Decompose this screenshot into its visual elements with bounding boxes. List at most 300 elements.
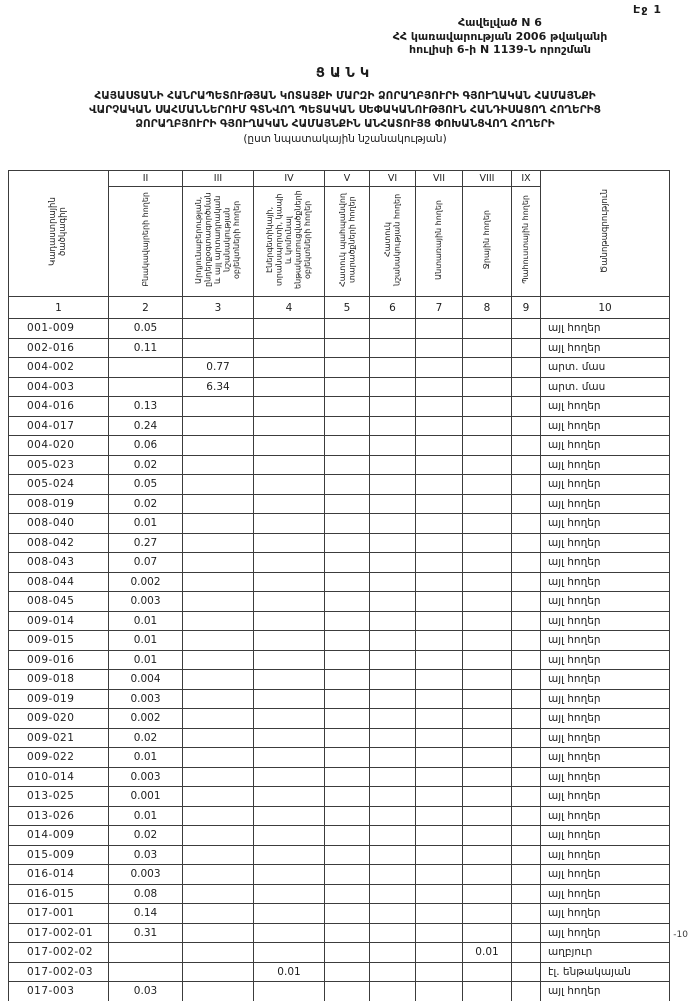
value-cell-col-6 (370, 494, 416, 514)
col-header-residential (109, 187, 183, 297)
value-cell-col-6 (370, 670, 416, 690)
table-row (9, 358, 670, 378)
col-header-energy (254, 187, 325, 297)
value-cell-col-4 (254, 397, 325, 417)
cadastral-code-cell: 004-003 (9, 377, 109, 397)
note-cell: այլ հողեր (541, 611, 670, 631)
cadastral-code-cell: 009-022 (9, 748, 109, 768)
value-cell-col-7 (416, 670, 463, 690)
value-cell-col-9 (512, 709, 541, 729)
value-cell-col-3 (183, 865, 254, 885)
value-cell-col-4 (254, 904, 325, 924)
table-row (9, 962, 670, 982)
value-cell-col-8 (463, 787, 512, 807)
table-row (9, 611, 670, 631)
table-row (9, 709, 670, 729)
value-cell-col-6 (370, 319, 416, 339)
cadastral-code-cell: 013-026 (9, 806, 109, 826)
value-cell-col-9 (512, 904, 541, 924)
value-cell-col-2: 0.01 (109, 650, 183, 670)
value-cell-col-2: 0.14 (109, 904, 183, 924)
cadastral-code-cell: 017-002-01 (9, 923, 109, 943)
value-cell-col-4 (254, 436, 325, 456)
col-header-reserve (512, 187, 541, 297)
note-cell: այլ հողեր (541, 494, 670, 514)
value-cell-col-8 (463, 553, 512, 573)
col-header-residential-label: Բնակավայրերի հողեր (140, 192, 150, 287)
value-cell-col-2: 0.01 (109, 806, 183, 826)
value-cell-col-3 (183, 904, 254, 924)
col-header-industrial (183, 187, 254, 297)
value-cell-col-5 (325, 611, 370, 631)
value-cell-col-5 (325, 455, 370, 475)
value-cell-col-3 (183, 650, 254, 670)
value-cell-col-7 (416, 904, 463, 924)
note-cell: այլ հողեր (541, 553, 670, 573)
note-cell: այլ հողեր (541, 806, 670, 826)
cadastral-code-cell: 009-019 (9, 689, 109, 709)
cadastral-code-cell: 013-025 (9, 787, 109, 807)
table-row (9, 631, 670, 651)
value-cell-col-9 (512, 826, 541, 846)
cadastral-code-cell: 001-009 (9, 319, 109, 339)
value-cell-col-2: 0.004 (109, 670, 183, 690)
value-cell-col-4 (254, 475, 325, 495)
value-cell-col-8 (463, 494, 512, 514)
value-cell-col-2: 0.27 (109, 533, 183, 553)
note-cell: այլ հողեր (541, 767, 670, 787)
value-cell-col-2: 0.02 (109, 728, 183, 748)
value-cell-col-8 (463, 611, 512, 631)
value-cell-col-7 (416, 748, 463, 768)
table-row (9, 533, 670, 553)
value-cell-col-6 (370, 689, 416, 709)
cadastral-code-cell: 009-020 (9, 709, 109, 729)
value-cell-col-4 (254, 982, 325, 1001)
value-cell-col-3 (183, 826, 254, 846)
value-cell-col-6 (370, 592, 416, 612)
cadastral-code-cell: 008-019 (9, 494, 109, 514)
value-cell-col-7 (416, 455, 463, 475)
value-cell-col-5 (325, 865, 370, 885)
value-cell-col-7 (416, 845, 463, 865)
cadastral-code-cell: 009-016 (9, 650, 109, 670)
value-cell-col-2: 0.003 (109, 689, 183, 709)
table-row (9, 436, 670, 456)
value-cell-col-4 (254, 572, 325, 592)
value-cell-col-7 (416, 572, 463, 592)
value-cell-col-6 (370, 514, 416, 534)
value-cell-col-6 (370, 865, 416, 885)
value-cell-col-2: 0.01 (109, 611, 183, 631)
note-cell: այլ հողեր (541, 689, 670, 709)
value-cell-col-5 (325, 592, 370, 612)
table-row (9, 923, 670, 943)
value-cell-col-4 (254, 631, 325, 651)
table-row (9, 455, 670, 475)
value-cell-col-2: 0.001 (109, 787, 183, 807)
value-cell-col-9 (512, 611, 541, 631)
value-cell-col-2: 0.03 (109, 845, 183, 865)
value-cell-col-4 (254, 611, 325, 631)
value-cell-col-9 (512, 553, 541, 573)
value-cell-col-7 (416, 826, 463, 846)
value-cell-col-8 (463, 982, 512, 1001)
value-cell-col-3: 6.34 (183, 377, 254, 397)
value-cell-col-8 (463, 923, 512, 943)
col-number-8: 8 (463, 297, 512, 319)
value-cell-col-7 (416, 553, 463, 573)
value-cell-col-7 (416, 962, 463, 982)
col-header-forest-label: Անտառային հողեր (434, 199, 444, 280)
value-cell-col-4 (254, 884, 325, 904)
value-cell-col-9 (512, 865, 541, 885)
cadastral-code-cell: 004-002 (9, 358, 109, 378)
value-cell-col-3 (183, 553, 254, 573)
col-header-protected (325, 187, 370, 297)
value-cell-col-3 (183, 338, 254, 358)
note-cell: այլ հողեր (541, 728, 670, 748)
value-cell-col-2: 0.002 (109, 572, 183, 592)
column-number-row (9, 297, 670, 319)
value-cell-col-2: 0.13 (109, 397, 183, 417)
table-row (9, 650, 670, 670)
value-cell-col-6 (370, 436, 416, 456)
value-cell-col-5 (325, 845, 370, 865)
value-cell-col-6 (370, 397, 416, 417)
table-row (9, 475, 670, 495)
value-cell-col-9 (512, 397, 541, 417)
cadastral-code-cell: 009-014 (9, 611, 109, 631)
value-cell-col-6 (370, 709, 416, 729)
value-cell-col-5 (325, 670, 370, 690)
note-cell: այլ հողեր (541, 572, 670, 592)
value-cell-col-3 (183, 884, 254, 904)
value-cell-col-3 (183, 436, 254, 456)
value-cell-col-6 (370, 572, 416, 592)
value-cell-col-4 (254, 455, 325, 475)
title-block (0, 66, 690, 145)
page-number: Էջ 1 (633, 3, 662, 16)
value-cell-col-7 (416, 397, 463, 417)
note-cell: այլ հողեր (541, 650, 670, 670)
note-cell: այլ հողեր (541, 416, 670, 436)
value-cell-col-2: 0.06 (109, 436, 183, 456)
value-cell-col-8 (463, 728, 512, 748)
value-cell-col-9 (512, 767, 541, 787)
value-cell-col-4 (254, 514, 325, 534)
value-cell-col-3 (183, 787, 254, 807)
table-row (9, 728, 670, 748)
note-cell: այլ հողեր (541, 787, 670, 807)
value-cell-col-4 (254, 670, 325, 690)
table-row (9, 572, 670, 592)
note-cell: այլ հողեր (541, 982, 670, 1001)
col-header-cadastral-code (9, 171, 109, 297)
value-cell-col-8 (463, 572, 512, 592)
roman-IX: IX (512, 171, 541, 187)
col-number-1: 1 (9, 297, 109, 319)
roman-V: V (325, 171, 370, 187)
value-cell-col-4 (254, 826, 325, 846)
value-cell-col-4 (254, 728, 325, 748)
value-cell-col-7 (416, 338, 463, 358)
cadastral-code-cell: 002-016 (9, 338, 109, 358)
value-cell-col-6 (370, 377, 416, 397)
value-cell-col-7 (416, 494, 463, 514)
value-cell-col-9 (512, 358, 541, 378)
col-number-3: 3 (183, 297, 254, 319)
table-row (9, 670, 670, 690)
value-cell-col-7 (416, 611, 463, 631)
value-cell-col-6 (370, 904, 416, 924)
value-cell-col-4 (254, 748, 325, 768)
value-cell-col-8 (463, 533, 512, 553)
value-cell-col-9 (512, 338, 541, 358)
value-cell-col-5 (325, 982, 370, 1001)
value-cell-col-8 (463, 884, 512, 904)
value-cell-col-8 (463, 514, 512, 534)
value-cell-col-2 (109, 943, 183, 963)
value-cell-col-4 (254, 865, 325, 885)
value-cell-col-8 (463, 592, 512, 612)
value-cell-col-6 (370, 650, 416, 670)
note-cell: աղբյուր (541, 943, 670, 963)
value-cell-col-5 (325, 436, 370, 456)
value-cell-col-2: 0.02 (109, 455, 183, 475)
value-cell-col-7 (416, 943, 463, 963)
value-cell-col-2: 0.003 (109, 592, 183, 612)
value-cell-col-5 (325, 689, 370, 709)
table-row (9, 884, 670, 904)
value-cell-col-6 (370, 728, 416, 748)
note-cell: այլ հողեր (541, 826, 670, 846)
value-cell-col-4 (254, 553, 325, 573)
value-cell-col-6 (370, 358, 416, 378)
value-cell-col-2: 0.003 (109, 767, 183, 787)
table-row (9, 553, 670, 573)
value-cell-col-9 (512, 962, 541, 982)
value-cell-col-2: 0.07 (109, 553, 183, 573)
table-row (9, 787, 670, 807)
cadastral-code-cell: 005-024 (9, 475, 109, 495)
col-header-forest (416, 187, 463, 297)
value-cell-col-6 (370, 553, 416, 573)
value-cell-col-5 (325, 943, 370, 963)
roman-III: III (183, 171, 254, 187)
note-cell: արտ. մաս (541, 377, 670, 397)
value-cell-col-8 (463, 709, 512, 729)
col-header-energy-label: Էներգետիկայի, տրանսպորտի, կապի և կոմունալ ենթակառուցվածքների օբյեկտների հողեր (265, 190, 313, 289)
value-cell-col-7 (416, 358, 463, 378)
cadastral-code-cell: 016-014 (9, 865, 109, 885)
value-cell-col-8 (463, 436, 512, 456)
value-cell-col-2: 0.02 (109, 494, 183, 514)
value-cell-col-5 (325, 709, 370, 729)
table-row (9, 806, 670, 826)
value-cell-col-3 (183, 397, 254, 417)
value-cell-col-5 (325, 884, 370, 904)
value-cell-col-5 (325, 494, 370, 514)
value-cell-col-6 (370, 943, 416, 963)
value-cell-col-3 (183, 709, 254, 729)
note-cell: այլ հողեր (541, 475, 670, 495)
col-header-special-label: Հատուկ նշանակության հողեր (383, 193, 402, 286)
value-cell-col-4 (254, 689, 325, 709)
value-cell-col-3 (183, 494, 254, 514)
note-cell: այլ հողեր (541, 923, 670, 943)
title-line-2: ՎԱՐՉԱԿԱՆ ՍԱՀՄԱՆՆԵՐՈՒՄ ԳՏՆՎՈՂ ՊԵՏԱԿԱՆ ՍԵՓԱԿԱՆՈՒԹՅՈՒՆ ՀԱՆԴԻՍԱՑՈՂ ՀՈՂԵՐԻՑ (89, 104, 601, 116)
value-cell-col-3 (183, 982, 254, 1001)
value-cell-col-9 (512, 884, 541, 904)
value-cell-col-3 (183, 319, 254, 339)
value-cell-col-7 (416, 377, 463, 397)
value-cell-col-9 (512, 319, 541, 339)
table-body (9, 319, 670, 1001)
value-cell-col-7 (416, 982, 463, 1001)
value-cell-col-8 (463, 358, 512, 378)
value-cell-col-5 (325, 904, 370, 924)
value-cell-col-6 (370, 787, 416, 807)
value-cell-col-7 (416, 923, 463, 943)
value-cell-col-5 (325, 806, 370, 826)
value-cell-col-3 (183, 631, 254, 651)
table-row (9, 943, 670, 963)
value-cell-col-2: 0.05 (109, 319, 183, 339)
cadastral-code-cell: 008-045 (9, 592, 109, 612)
value-cell-col-3 (183, 689, 254, 709)
table-row (9, 319, 670, 339)
cadastral-code-cell: 009-015 (9, 631, 109, 651)
col-header-water-label: Ջրային հողեր (482, 209, 492, 270)
value-cell-col-8 (463, 397, 512, 417)
value-cell-col-3 (183, 670, 254, 690)
table-row (9, 592, 670, 612)
value-cell-col-7 (416, 806, 463, 826)
value-cell-col-4 (254, 592, 325, 612)
value-cell-col-3 (183, 923, 254, 943)
value-cell-col-7 (416, 436, 463, 456)
cadastral-code-cell: 017-003 (9, 982, 109, 1001)
document-heading: ՑԱՆԿ (315, 66, 375, 81)
value-cell-col-9 (512, 631, 541, 651)
value-cell-col-7 (416, 416, 463, 436)
value-cell-col-2: 0.31 (109, 923, 183, 943)
value-cell-col-9 (512, 436, 541, 456)
value-cell-col-3 (183, 748, 254, 768)
note-cell: էլ. ենթակայան (541, 962, 670, 982)
value-cell-col-4 (254, 845, 325, 865)
value-cell-col-9 (512, 514, 541, 534)
note-cell: այլ հողեր (541, 514, 670, 534)
note-cell: այլ հողեր (541, 319, 670, 339)
col-header-notes (541, 171, 670, 297)
note-cell: այլ հողեր (541, 748, 670, 768)
value-cell-col-7 (416, 787, 463, 807)
value-cell-col-9 (512, 377, 541, 397)
value-cell-col-8 (463, 845, 512, 865)
value-cell-col-6 (370, 748, 416, 768)
cadastral-code-cell: 008-040 (9, 514, 109, 534)
value-cell-col-3: 0.77 (183, 358, 254, 378)
value-cell-col-7 (416, 319, 463, 339)
table-row (9, 865, 670, 885)
value-cell-col-8 (463, 689, 512, 709)
value-cell-col-3 (183, 611, 254, 631)
value-cell-col-9 (512, 494, 541, 514)
appendix-line-1: Հավելված N 6 (458, 16, 542, 29)
value-cell-col-8 (463, 670, 512, 690)
cadastral-code-cell: 004-020 (9, 436, 109, 456)
value-cell-col-6 (370, 982, 416, 1001)
note-cell: այլ հողեր (541, 455, 670, 475)
value-cell-col-9 (512, 650, 541, 670)
col-header-special (370, 187, 416, 297)
value-cell-col-9 (512, 592, 541, 612)
value-cell-col-6 (370, 455, 416, 475)
col-header-protected-label: Հատուկ պահպանվող տարածքների հողեր (337, 192, 356, 287)
value-cell-col-6 (370, 806, 416, 826)
value-cell-col-8 (463, 806, 512, 826)
cadastral-code-cell: 008-042 (9, 533, 109, 553)
roman-numeral-row (9, 171, 670, 187)
value-cell-col-4 (254, 767, 325, 787)
value-cell-col-2: 0.01 (109, 631, 183, 651)
col-number-2: 2 (109, 297, 183, 319)
note-cell: այլ հողեր (541, 670, 670, 690)
value-cell-col-2: 0.03 (109, 982, 183, 1001)
value-cell-col-2: 0.02 (109, 826, 183, 846)
value-cell-col-4 (254, 377, 325, 397)
note-cell: այլ հողեր (541, 533, 670, 553)
note-cell: այլ հողեր (541, 436, 670, 456)
value-cell-col-8 (463, 748, 512, 768)
value-cell-col-5 (325, 572, 370, 592)
land-table (8, 170, 670, 1001)
value-cell-col-5 (325, 923, 370, 943)
value-cell-col-9 (512, 982, 541, 1001)
table-row (9, 416, 670, 436)
value-cell-col-9 (512, 923, 541, 943)
value-cell-col-5 (325, 416, 370, 436)
note-cell: այլ հողեր (541, 865, 670, 885)
value-cell-col-5 (325, 728, 370, 748)
col-number-7: 7 (416, 297, 463, 319)
value-cell-col-8 (463, 767, 512, 787)
value-cell-col-5 (325, 767, 370, 787)
value-cell-col-9 (512, 787, 541, 807)
value-cell-col-4 (254, 319, 325, 339)
value-cell-col-8 (463, 904, 512, 924)
value-cell-col-5 (325, 553, 370, 573)
cadastral-code-cell: 015-009 (9, 845, 109, 865)
value-cell-col-5 (325, 748, 370, 768)
value-cell-col-5 (325, 338, 370, 358)
value-cell-col-2: 0.05 (109, 475, 183, 495)
cadastral-code-cell: 010-014 (9, 767, 109, 787)
value-cell-col-7 (416, 689, 463, 709)
table-row (9, 826, 670, 846)
value-cell-col-9 (512, 806, 541, 826)
value-cell-col-6 (370, 962, 416, 982)
table-row (9, 845, 670, 865)
value-cell-col-4 (254, 787, 325, 807)
value-cell-col-8 (463, 319, 512, 339)
value-cell-col-3 (183, 533, 254, 553)
value-cell-col-9 (512, 572, 541, 592)
value-cell-col-5 (325, 475, 370, 495)
value-cell-col-6 (370, 923, 416, 943)
